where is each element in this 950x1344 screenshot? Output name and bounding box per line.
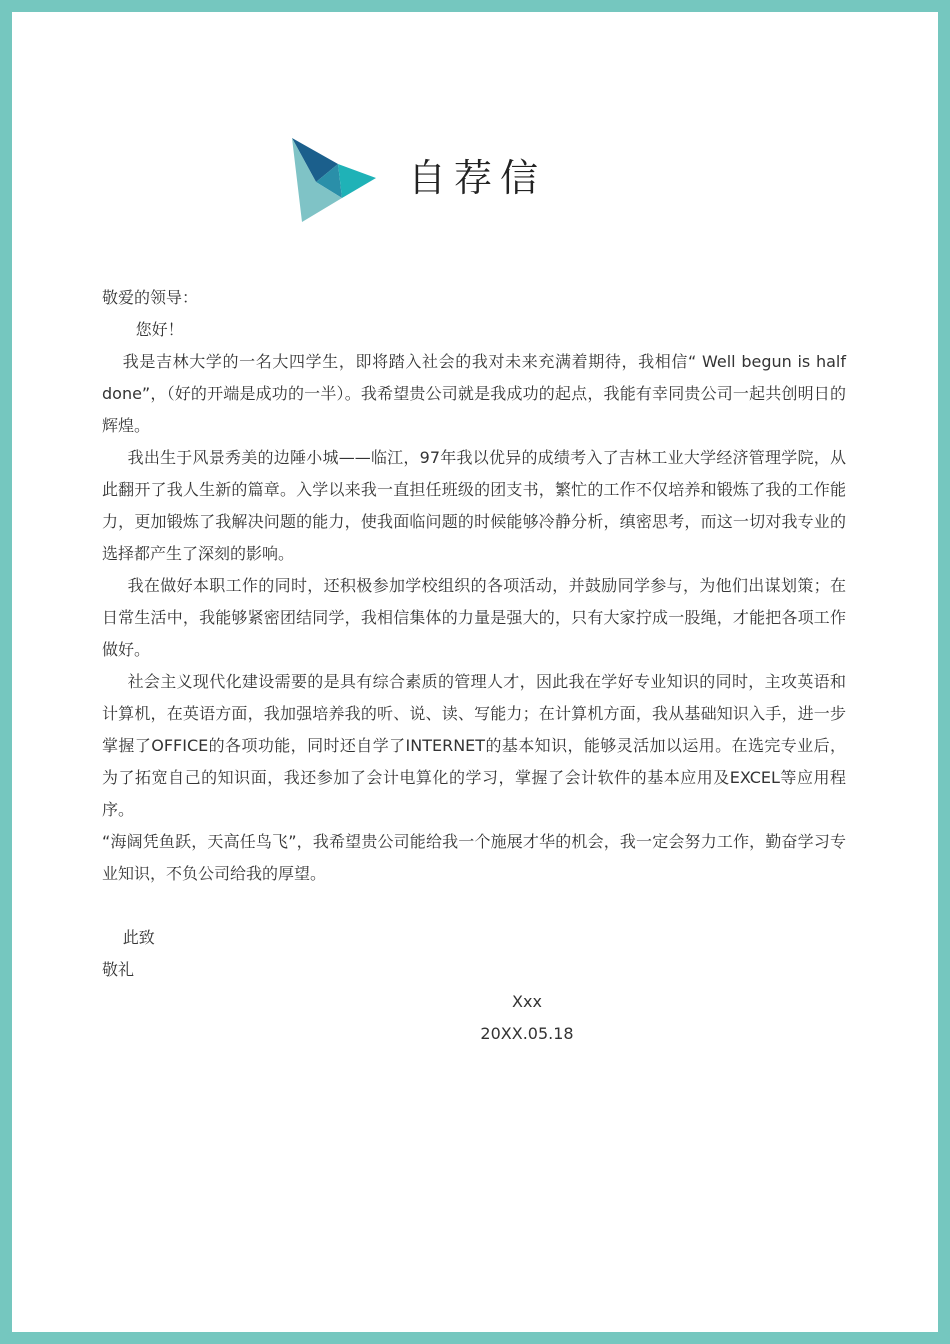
paragraph: 社会主义现代化建设需要的是具有综合素质的管理人才，因此我在学好专业知识的同时，主攻英语和计算机，在英语方面，我加强培养我的听、说、读、写能力；在计算机方面，我从基础知识入手，进一步掌握了OFFICE的各项功能，同时还自学了INTERNET的基本知识，能够灵活加以运用。在选完专业后，为了拓宽自己的知识面，我还参加了会计电算化的学习，掌握了会计软件的基本应用及EXCEL等应用程序。 (102, 672, 846, 819)
paragraph: “海阔凭鱼跃，天高任鸟飞”，我希望贵公司能给我一个施展才华的机会，我一定会努力工作，勤奋学习专业知识，不负公司给我的厚望。 (102, 832, 846, 883)
paragraph: 我出生于风景秀美的边陲小城——临江，97年我以优异的成绩考入了吉林工业大学经济管理学院，从此翻开了我人生新的篇章。入学以来我一直担任班级的团支书，繁忙的工作不仅培养和锻炼了我的工作能力，更加锻炼了我解决问题的能力，使我面临问题的时候能够冷静分析，缜密思考，而这一切对我专业的选择都产生了深刻的影响。 (102, 448, 846, 563)
spacer (102, 890, 846, 922)
closing-line-2: 敬礼 (102, 960, 135, 979)
letter-body (102, 282, 846, 1050)
letter-date: 20XX.05.18 (480, 1024, 574, 1043)
page-title: 自荐信 (408, 156, 547, 200)
salutation: 敬爱的领导： (102, 288, 199, 307)
triangle-logo-icon (290, 136, 380, 226)
paragraph: 我是吉林大学的一名大四学生，即将踏入社会的我对未来充满着期待，我相信“ Well begun is half done”，（好的开端是成功的一半）。我希望贵公司就是我成功的起点，我能有幸同贵公司一起共创明日的辉煌。 (102, 352, 846, 435)
signature: Xxx (512, 992, 542, 1011)
greeting: 您好！ (135, 320, 184, 339)
paragraph: 我在做好本职工作的同时，还积极参加学校组织的各项活动，并鼓励同学参与，为他们出谋划策；在日常生活中，我能够紧密团结同学，我相信集体的力量是强大的，只有大家拧成一股绳，才能把各项工作做好。 (102, 576, 846, 659)
closing-line-1: 此致 (122, 928, 155, 947)
logo-bright-facet (338, 164, 376, 198)
